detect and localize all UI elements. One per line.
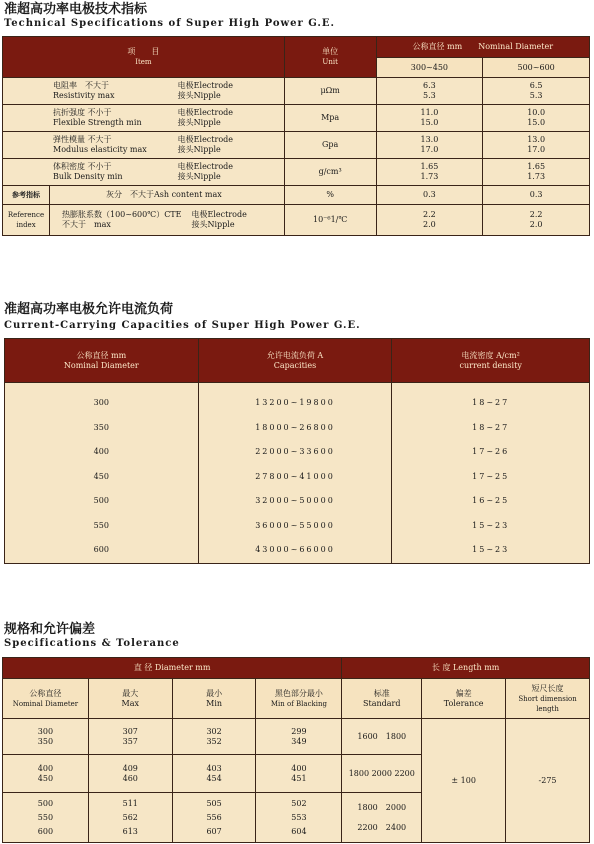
unit-header: 单位 Unit — [284, 37, 376, 78]
section2-title: 准超高功率电极允许电流负荷 — [4, 302, 174, 317]
tech-spec-table — [2, 36, 590, 236]
nominal-header: 公称直径 Nominal Diameter — [3, 679, 89, 719]
short-length-header: 短尺长度 Short dimension length — [506, 679, 590, 719]
table-row-group: 300 350 307 357 302 352 299 349 1600 1800 ± 100 -275 — [3, 719, 590, 755]
table-row: 体积密度 不小于 Bulk Density min 电极Electrode 接头Nipple g/cm³ 1.65 1.73 1.65 1.73 — [3, 159, 590, 186]
current-capacity-table — [4, 338, 590, 564]
length-group-header: 长 度 Length mm — [342, 658, 590, 679]
tolerance-header: 偏差 Tolerance — [422, 679, 506, 719]
table-row-group: 400 450 409 460 403 454 400 451 1800 2000 2200 — [3, 755, 590, 793]
section2-subtitle: Current-Carrying Capacities of Super High Power G.E. — [4, 320, 361, 331]
tolerance-value: ± 100 — [422, 719, 506, 843]
section3-title: 规格和允许偏差 — [4, 622, 96, 637]
table-row-group: 500 550 600 511 562 613 505 556 607 502 553 604 1800 2000 2200 2400 — [3, 793, 590, 843]
diameter-group-header: 直 径 Diameter mm — [3, 658, 342, 679]
section3-subtitle: Specifications & Tolerance — [4, 638, 180, 649]
table-row: 弹性模量 不大于 Modulus elasticity max 电极Electrode 接头Nipple Gpa 13.0 17.0 13.0 17.0 — [3, 132, 590, 159]
section1-subtitle: Technical Specifications of Super High Power G.E. — [4, 18, 335, 29]
reference-label: 参考指标 — [3, 186, 50, 204]
item-header: 项 目 Item — [3, 37, 285, 78]
section1-title: 准超高功率电极技术指标 — [4, 2, 148, 17]
capacity-header: 允许电流负荷 A Capacities — [198, 339, 392, 383]
range-300-450: 300~450 — [376, 58, 483, 78]
blacking-header: 黑色部分最小 Min of Blacking — [256, 679, 342, 719]
standard-lengths-3: 1800 2000 2200 2400 — [342, 793, 422, 843]
standard-lengths-1: 1600 1800 — [342, 719, 422, 755]
range-500-600: 500~600 — [483, 58, 590, 78]
density-header: 电流密度 A/cm² current density — [392, 339, 590, 383]
standard-header: 标准 Standard — [342, 679, 422, 719]
density-column: 18~27 18~27 17~26 17~25 16~25 15~23 15~23 — [392, 383, 590, 564]
tolerance-table — [2, 657, 590, 843]
table-row-ash: 参考指标 灰分 不大于Ash content max % 0.3 0.3 — [3, 186, 590, 205]
min-header: 最小 Min — [172, 679, 256, 719]
max-header: 最大 Max — [88, 679, 172, 719]
diameter-column: 300 350 400 450 500 550 600 — [5, 383, 199, 564]
capacity-column: 13200~19800 18000~26800 22000~33600 27800~41000 32000~50000 36000~55000 43000~66000 — [198, 383, 392, 564]
table-row: 抗折强度 不小于 Flexible Strength min 电极Electrode 接头Nipple Mpa 11.0 15.0 10.0 15.0 — [3, 105, 590, 132]
standard-lengths-2: 1800 2000 2200 — [342, 755, 422, 793]
diameter-header: 公称直径 mm Nominal Diameter — [376, 37, 589, 58]
reference-index-label: Reference index — [3, 205, 50, 235]
short-length-value: -275 — [506, 719, 590, 843]
diameter-header: 公称直径 mm Nominal Diameter — [5, 339, 199, 383]
table-row-cte: Reference index 热膨胀系数（100~600℃）CTE 不大于 max 电极Electrode 接头Nipple 10⁻⁶1/℃ 2.2 2.0 2.2 2.0 — [3, 205, 590, 236]
table-row: 电阻率 不大于 Resistivity max 电极Electrode 接头Nipple μΩm 6.3 5.3 6.5 5.3 — [3, 78, 590, 105]
